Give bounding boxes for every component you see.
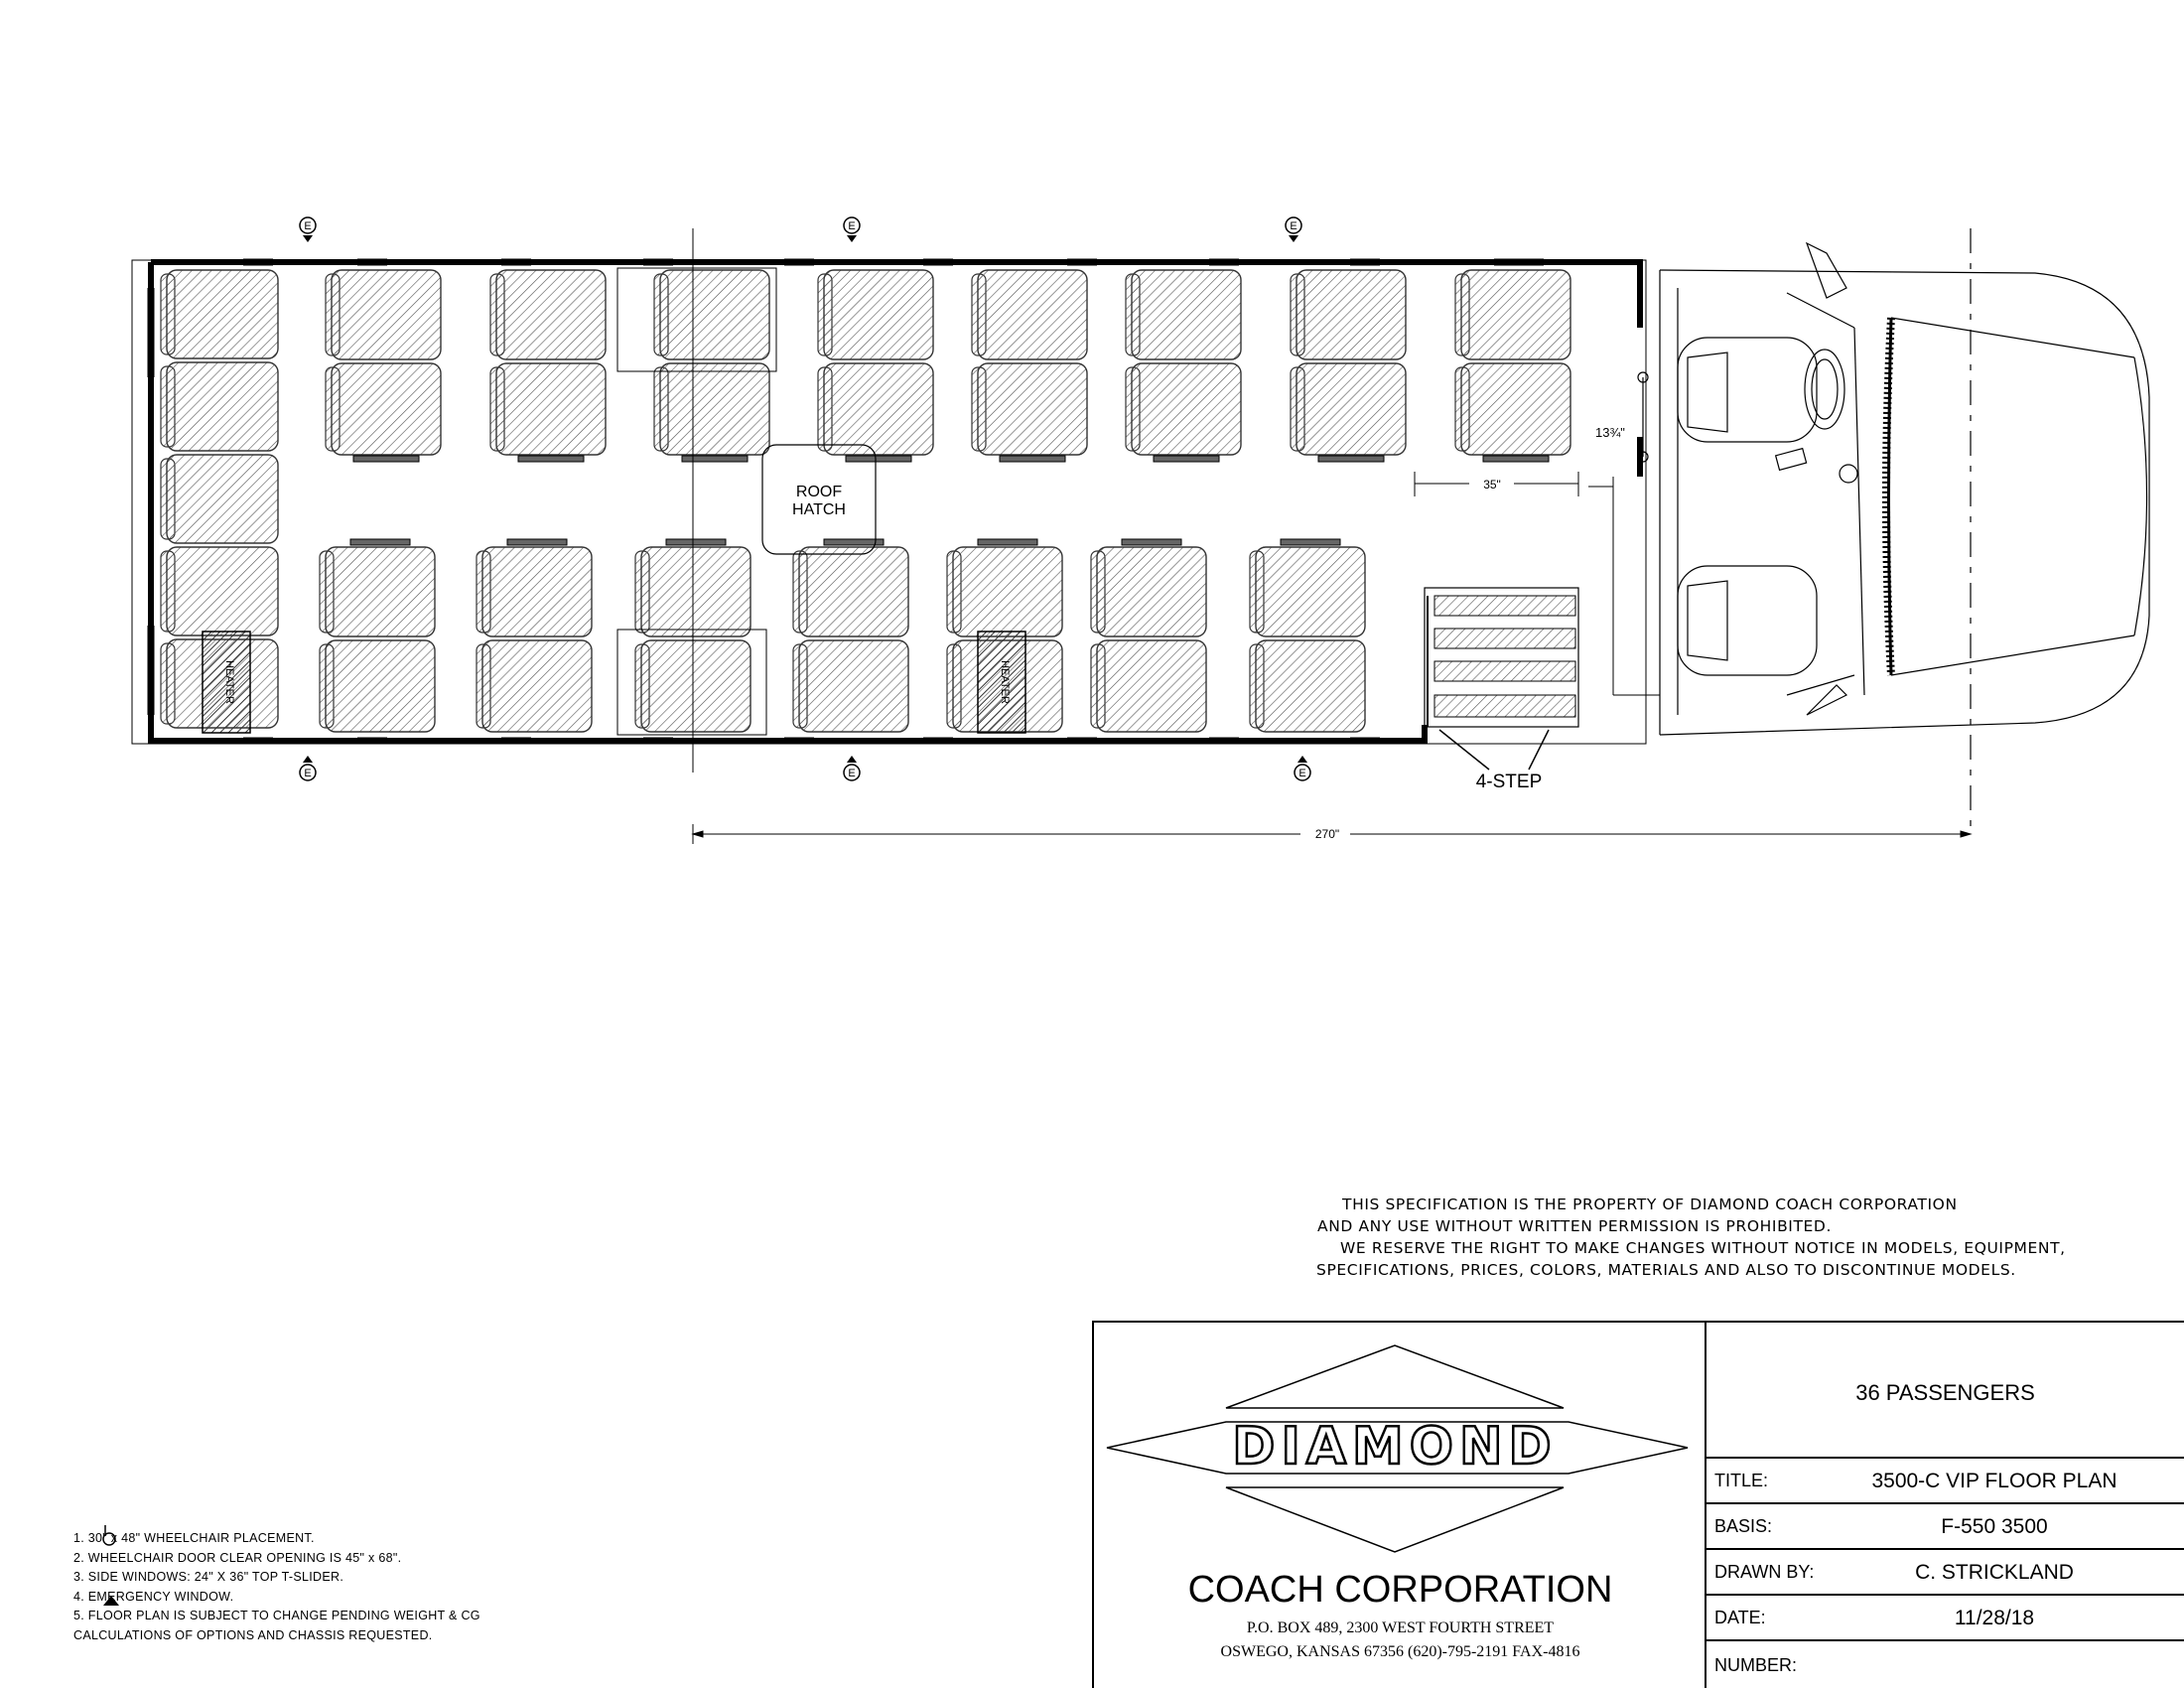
arrow-up-icon [303, 756, 313, 763]
basis-row [1706, 1502, 2184, 1548]
passenger-seat [490, 270, 606, 359]
passenger-seat [654, 363, 769, 455]
passenger-seat [654, 270, 769, 359]
emergency-marker [1286, 217, 1301, 242]
roof-hatch-label-2: HATCH [792, 501, 846, 518]
passenger-seat [1455, 270, 1570, 359]
seat-belt-bar [350, 539, 410, 545]
arrow-down-icon [847, 235, 857, 242]
company-panel [1094, 1323, 1706, 1688]
date-label: DATE: [1714, 1608, 1766, 1627]
emergency-marker-label: E [304, 768, 312, 779]
passenger-seat [161, 362, 278, 451]
passenger-seat [326, 270, 441, 359]
basis-label: BASIS: [1714, 1516, 1773, 1536]
passenger-seat [972, 270, 1087, 359]
passenger-seat [490, 363, 606, 455]
note-item: 1. 30" x 48" WHEELCHAIR PLACEMENT. [73, 1531, 315, 1545]
passenger-seat [793, 640, 908, 732]
seat-belt-bar [1318, 456, 1384, 462]
disclaimer-line: WE RESERVE THE RIGHT TO MAKE CHANGES WITHOUT NOTICE IN MODELS, EQUIPMENT, [1340, 1239, 2066, 1257]
seat-belt-bar [1281, 539, 1340, 545]
heater-label-1: HEATER [223, 660, 235, 704]
emergency-marker-label: E [848, 768, 856, 779]
passenger-seat [477, 640, 592, 732]
passenger-seat [1091, 640, 1206, 732]
basis-value: F-550 3500 [1941, 1515, 2048, 1538]
passenger-seat [972, 363, 1087, 455]
length-dimension: 270" [1314, 827, 1340, 841]
passenger-seat [1126, 270, 1241, 359]
notes-list [73, 1529, 480, 1645]
side-dimension: 13¾" [1595, 425, 1625, 440]
info-panel [1706, 1323, 2184, 1688]
seat-belt-bar [1000, 456, 1065, 462]
emergency-marker [300, 756, 316, 780]
number-row [1706, 1639, 2184, 1688]
title-block [1092, 1321, 2184, 1688]
note-item: 3. SIDE WINDOWS: 24" X 36" TOP T-SLIDER. [73, 1570, 344, 1584]
disclaimer [1310, 1194, 2124, 1281]
passenger-seat [818, 270, 933, 359]
passenger-seat [1250, 640, 1365, 732]
passenger-seat [326, 363, 441, 455]
passenger-seat [320, 640, 435, 732]
passenger-seat [793, 547, 908, 636]
seat-belt-bar [1483, 456, 1549, 462]
passenger-seat [477, 547, 592, 636]
note-item: 5. FLOOR PLAN IS SUBJECT TO CHANGE PENDING WEIGHT & CG [73, 1609, 480, 1622]
passenger-seat [1291, 270, 1406, 359]
seat-belt-bar [1122, 539, 1181, 545]
passenger-seat [1091, 547, 1206, 636]
passenger-seat [161, 270, 278, 358]
date-value: 11/28/18 [1954, 1607, 2035, 1629]
title-value: 3500-C VIP FLOOR PLAN [1871, 1470, 2117, 1492]
company-address-1: P.O. BOX 489, 2300 WEST FOURTH STREET [1246, 1619, 1555, 1636]
emergency-marker [300, 217, 316, 242]
passenger-seat [1126, 363, 1241, 455]
note-item: 2. WHEELCHAIR DOOR CLEAR OPENING IS 45" x 68". [73, 1550, 402, 1565]
seat-belt-bar [1154, 456, 1219, 462]
note-item: 4. EMERGENCY WINDOW. [73, 1589, 234, 1604]
seat-belt-bar [666, 539, 726, 545]
drawn-by-value: C. STRICKLAND [1915, 1561, 2074, 1584]
note-item: CALCULATIONS OF OPTIONS AND CHASSIS REQUESTED. [73, 1627, 433, 1642]
passenger-seat [161, 547, 278, 635]
aisle-dimension: 35" [1483, 478, 1501, 492]
arrow-up-icon [1297, 756, 1307, 763]
seat-belt-bar [978, 539, 1037, 545]
number-label: NUMBER: [1714, 1655, 1798, 1675]
emergency-marker-label: E [304, 220, 312, 232]
logo-text: DIAMOND [1232, 1417, 1558, 1477]
seat-belt-bar [353, 456, 419, 462]
roof-hatch-label-1: ROOF [795, 484, 843, 500]
drawn-by-row [1706, 1548, 2184, 1594]
disclaimer-line: THIS SPECIFICATION IS THE PROPERTY OF DIAMOND COACH CORPORATION [1342, 1196, 1958, 1213]
disclaimer-line: AND ANY USE WITHOUT WRITTEN PERMISSION IS PROHIBITED. [1317, 1217, 1832, 1235]
date-row [1706, 1594, 2184, 1639]
passenger-seat [161, 455, 278, 543]
passenger-seats [161, 270, 1570, 732]
emergency-marker [844, 217, 860, 242]
arrow-down-icon [1289, 235, 1298, 242]
seat-belt-bar [846, 456, 911, 462]
arrow-up-icon [847, 756, 857, 763]
emergency-marker [1295, 756, 1310, 780]
emergency-marker [844, 756, 860, 780]
step-label: 4-STEP [1475, 772, 1543, 792]
emergency-marker-label: E [848, 220, 856, 232]
emergency-marker-label: E [1290, 220, 1297, 232]
passenger-seat [1455, 363, 1570, 455]
company-address-2: OSWEGO, KANSAS 67356 (620)-795-2191 FAX-4816 [1220, 1643, 1580, 1660]
title-label: TITLE: [1714, 1471, 1769, 1490]
seat-belt-bar [518, 456, 584, 462]
seat-belt-bar [682, 456, 748, 462]
capacity-text: 36 PASSENGERS [1855, 1380, 2035, 1405]
passenger-seat [1291, 363, 1406, 455]
entry-steps [1425, 477, 1660, 770]
seat-belt-bar [507, 539, 567, 545]
drawn-by-label: DRAWN BY: [1714, 1562, 1815, 1582]
passenger-seat [1250, 547, 1365, 636]
passenger-seat [320, 547, 435, 636]
arrow-down-icon [303, 235, 313, 242]
disclaimer-line: SPECIFICATIONS, PRICES, COLORS, MATERIALS AND ALSO TO DISCONTINUE MODELS. [1316, 1261, 2016, 1279]
passenger-seat [947, 547, 1062, 636]
emergency-marker-label: E [1298, 768, 1306, 779]
heater-label-2: HEATER [999, 660, 1011, 704]
company-name: COACH CORPORATION [1187, 1569, 1613, 1611]
title-row [1706, 1457, 2184, 1502]
passenger-seat [818, 363, 933, 455]
